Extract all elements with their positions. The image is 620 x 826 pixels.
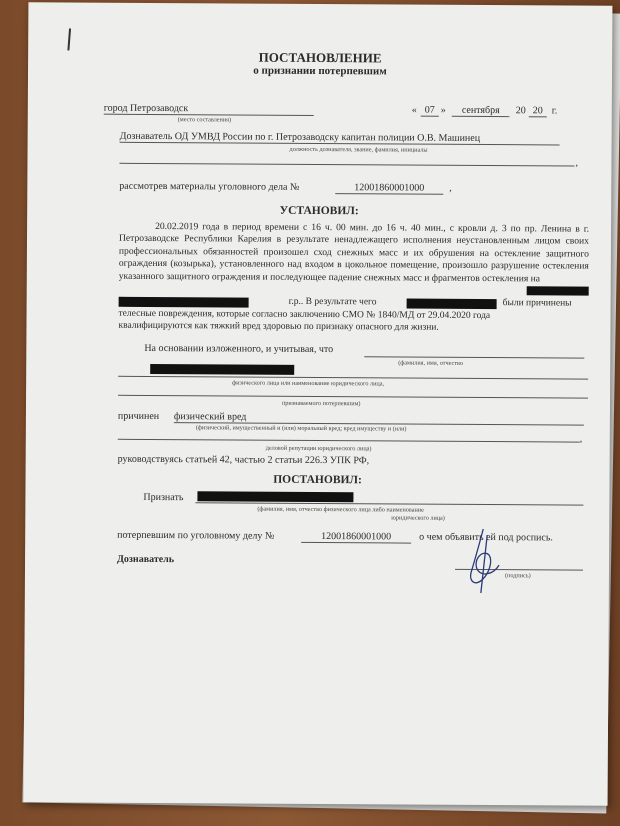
basis-caption-1: (фамилия, имя, отчество [398, 359, 463, 367]
date-close-quote: » [440, 104, 446, 116]
signer-label: Дознаватель [117, 553, 175, 566]
section-established: УСТАНОВИЛ: [279, 204, 359, 218]
case-prefix: рассмотрев материалы уголовного дела № [119, 180, 300, 193]
recognize-caption-1: (фамилия, имя, отчество физического лица либо наименование [257, 505, 424, 514]
date-month: сентября [452, 105, 510, 117]
victim-prefix: потерпевшим по уголовному делу № [117, 529, 275, 542]
basis-line-3 [118, 387, 588, 399]
case-number: 12001860001000 [335, 182, 443, 195]
margin-pen-mark [67, 28, 71, 50]
harm-line-2 [118, 431, 580, 443]
date-suffix: г. [551, 105, 558, 117]
officer-caption: должность дознавателя, звание, фамилия, инициалы [289, 145, 428, 154]
date-open-quote: « [411, 104, 417, 116]
body-line-3: квалифицируются как тяжкий вред здоровью по признаку опасного для жизни. [118, 320, 439, 333]
harm-comma: , [579, 433, 583, 445]
document-title: ПОСТАНОВЛЕНИЕ [258, 49, 382, 66]
section-decided: ПОСТАНОВИЛ: [273, 473, 362, 487]
handwritten-signature [453, 525, 513, 597]
blank-line [119, 155, 574, 167]
law-reference: руководствуясь статьей 42, частью 2 статьи 226.3 УПК РФ, [117, 453, 370, 467]
body-tail-1: г.р.. В результате чего [288, 296, 377, 308]
redacted-name [150, 364, 294, 375]
officer-line: Дознаватель ОД УМВД России по г. Петрозаводску капитан полиции О.В. Машинец [120, 131, 560, 146]
body-paragraph: 20.02.2019 года в период времени с 16 ч. 00 мин. до 16 ч. 40 мин., с кровли д. 3 по пр. Ленина в г. Петрозаводске Республики Карелия в результате ненадлежащего исполнения неустановленным лицом своих профессиональных обязанностей произошел сход снежных масс и их обрушения на остекление защитного ограждения (козырька), установленного над входом в цокольное помещение, произошло разрушение остекления указанного защитного ограждения и последующее падение снежных масс и фрагментов остекления на [118, 221, 590, 284]
basis-text: На основании изложенного, и учитывая, что [144, 342, 334, 356]
redacted-name [197, 491, 353, 502]
document-subtitle: о признании потерпевшим [253, 64, 387, 78]
body-tail-2: были причинены [502, 298, 572, 309]
basis-caption-2: физического лица или наименование юридического лица, [232, 379, 385, 388]
harm-value: физический вред [174, 411, 584, 426]
harm-label: причинен [117, 410, 160, 423]
victim-case-number: 12001860001000 [301, 531, 411, 544]
recognize-label: Признать [143, 491, 184, 504]
signature-caption: (подпись) [504, 572, 531, 580]
harm-caption-2: деловой репутации юридического лица) [265, 444, 372, 453]
body-line-2: телесные повреждения, которые согласно заключению СМО № 1840/МД от 29.04.2020 года [118, 308, 491, 322]
date-year: 20 [529, 105, 547, 117]
basis-line [364, 347, 584, 358]
harm-caption-1: (физический, имущественный и (или) моральный вред; вред имуществу и (или) [195, 424, 407, 433]
date-year-prefix: 20 [515, 105, 526, 117]
basis-caption-3: признаваемого потерпевшим) [281, 399, 361, 408]
case-comma: , [449, 182, 452, 194]
date-day: 07 [421, 105, 439, 117]
redacted-name [119, 297, 249, 308]
place-field: город Петрозаводск [104, 103, 314, 116]
place-caption: (место составления) [177, 116, 232, 124]
redacted-name [407, 299, 497, 310]
recognize-caption-2: юридического лица) [391, 514, 445, 522]
redacted-name [527, 286, 589, 295]
document-page: ПОСТАНОВЛЕНИЕ о признании потерпевшим город Петрозаводск (место составления) « 07 » сентября 20 20 г. Дознаватель ОД УМВД России по г. Петрозаводску капитан полиции О.В. Машинец должность дознавателя, звание, фамилия, инициалы , рассмотрев материалы уголовного дела № 12001860001000 , УСТАНОВИЛ: 20.02.2019 года в период времени с 16 ч. 00 мин. до 16 ч. 40 мин., с кровли д. 3 по пр. Ленина в г. Петрозаводске Республики Карелия в результате ненадлежащего исполнения неустановленным лицом своих профессиональных обязанностей произошел сход снежных масс и их обрушения на остекление защитного ограждения (козырька), установленного над входом в цокольное помещение, произошло разрушение остекления указанного защитного ограждения и последующее падение снежных масс и фрагментов остекления на г.р.. В результате чего были причинены телесные повреждения, которые согласно заключению СМО № 1840/МД от 29.04.2020 года квалифицируются как тяжкий вред здоровью по признаку опасного для жизни. На основании изложенного, и учитывая, что (фамилия, имя, отчество физического лица или наименование юридического лица, признаваемого потерпевшим) причинен физический вред (физический, имущественный и (или) моральный вред; вред имуществу и (или) , деловой репутации юридического лица) руководствуясь статьей 42, частью 2 статьи 226.3 УПК РФ, ПОСТАНОВИЛ: Признать (фамилия, имя, отчество физического лица либо наименование юридического лица) потерпевшим по уголовному делу № 12001860001000 о чем объявить ей под роспись. Дознаватель (подпись) [24, 2, 613, 806]
victim-suffix: о чем объявить ей под роспись. [419, 531, 553, 544]
